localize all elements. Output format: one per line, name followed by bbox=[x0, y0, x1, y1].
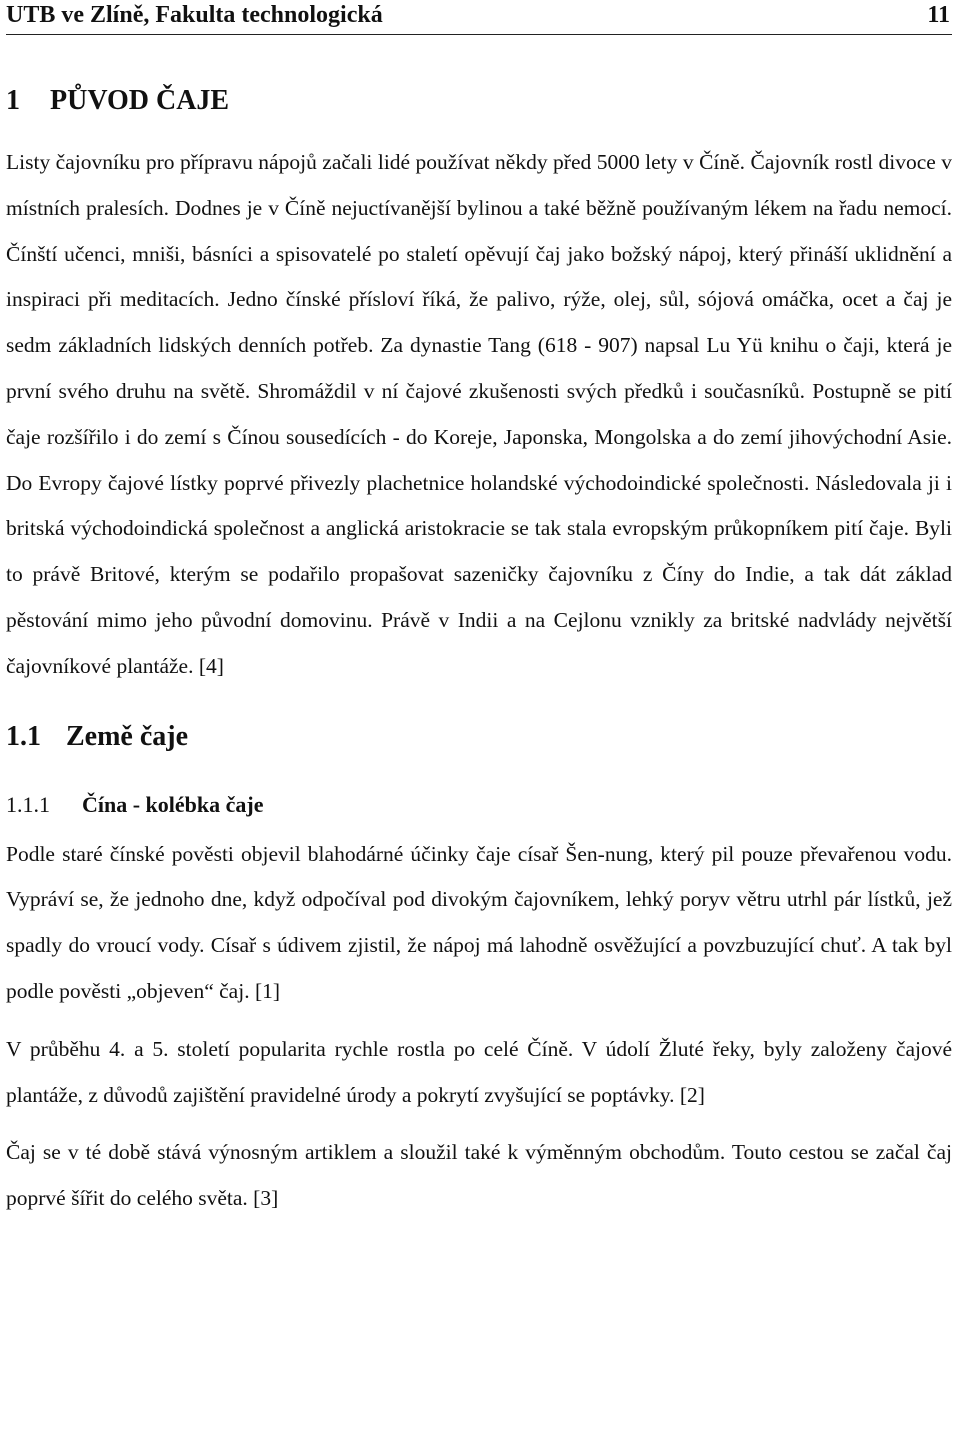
subsection-title: Čína - kolébka čaje bbox=[82, 791, 264, 817]
page-number: 11 bbox=[927, 2, 950, 28]
chapter-heading bbox=[6, 84, 952, 118]
section-heading bbox=[6, 720, 952, 754]
paragraph-gap bbox=[6, 1118, 952, 1130]
chapter-title: PŮVOD ČAJE bbox=[50, 85, 230, 116]
body-paragraph-history: V průběhu 4. a 5. století popularita rychle rostla po celé Číně. V údolí Žluté řeky, byly založeny čajové plantáže, z důvodů zajištění pravidelné úrody a pokrytí zvyšující se poptávky. [2] bbox=[6, 1036, 952, 1107]
page-header bbox=[6, 0, 952, 35]
body-paragraph-legend: Podle staré čínské pověsti objevil blahodárné účinky čaje císař Šen-nung, který pil pouze převařenou vodu. Vypráví se, že jednoho dne, když odpočíval pod divokým čajovníkem, lehký poryv větru utrhl pár lístků, jež spadly do vroucí vody. Císař s údivem zjistil, že nápoj má lahodně osvěžující a povzbuzující chuť. A tak byl podle pověsti „objeven“ čaj. [1] bbox=[6, 841, 952, 1003]
body-paragraph-trade: Čaj se v té době stává výnosným artiklem a sloužil také k výměnným obchodům. Touto cestou se začal čaj poprvé šířit do celého světa. [3] bbox=[6, 1140, 952, 1211]
chapter-number: 1 bbox=[6, 85, 20, 116]
subsection-number: 1.1.1 bbox=[6, 791, 50, 817]
paragraph-gap bbox=[6, 1015, 952, 1027]
subsection-heading bbox=[6, 788, 952, 822]
intro-paragraph: Listy čajovníku pro přípravu nápojů začali lidé používat někdy před 5000 lety v Číně. Čajovník rostl divoce v místních pralesích. Dodnes je v Číně nejuctívanější bylinou a také běžně používaným lékem na řadu nemocí. Čínští učenci, mniši, básníci a spisovatelé po staletí opěvují čaj jako božský nápoj, který přináší uklidnění a inspiraci při meditacích. Jedno čínské přísloví říká, že palivo, rýže, olej, sůl, sójová omáčka, ocet a čaj je sedm základních lidských denních potřeb. Za dynastie Tang (618 - 907) napsal Lu Yü knihu o čaji, která je první svého druhu na světě. Shromáždil v ní čajové zkušenosti svých předků i současníků. Postupně se pití čaje rozšířilo i do zemí s Čínou sousedících - do Koreje, Japonska, Mongolska a do zemí jihovýchodní Asie. Do Evropy čajové lístky poprvé přivezly plachetnice holandské východoindické společnosti. Následovala ji i britská východoindická společnost a anglická aristokracie se tak stala evropským průkopníkem pití čaje. Byli to právě Britové, kterým se podařilo propašovat sazeničky čajovníku z Číny do Indie, a tak dát základ pěstování mimo jeho původní domovinu. Právě v Indii a na Cejlonu vznikly za britské nadvlády největší čajovníkové plantáže. [4] bbox=[6, 150, 952, 678]
section-title: Země čaje bbox=[66, 720, 189, 752]
header-institution: UTB ve Zlíně, Fakulta technologická bbox=[6, 2, 383, 28]
page-content bbox=[6, 60, 952, 1222]
section-number: 1.1 bbox=[6, 720, 41, 752]
